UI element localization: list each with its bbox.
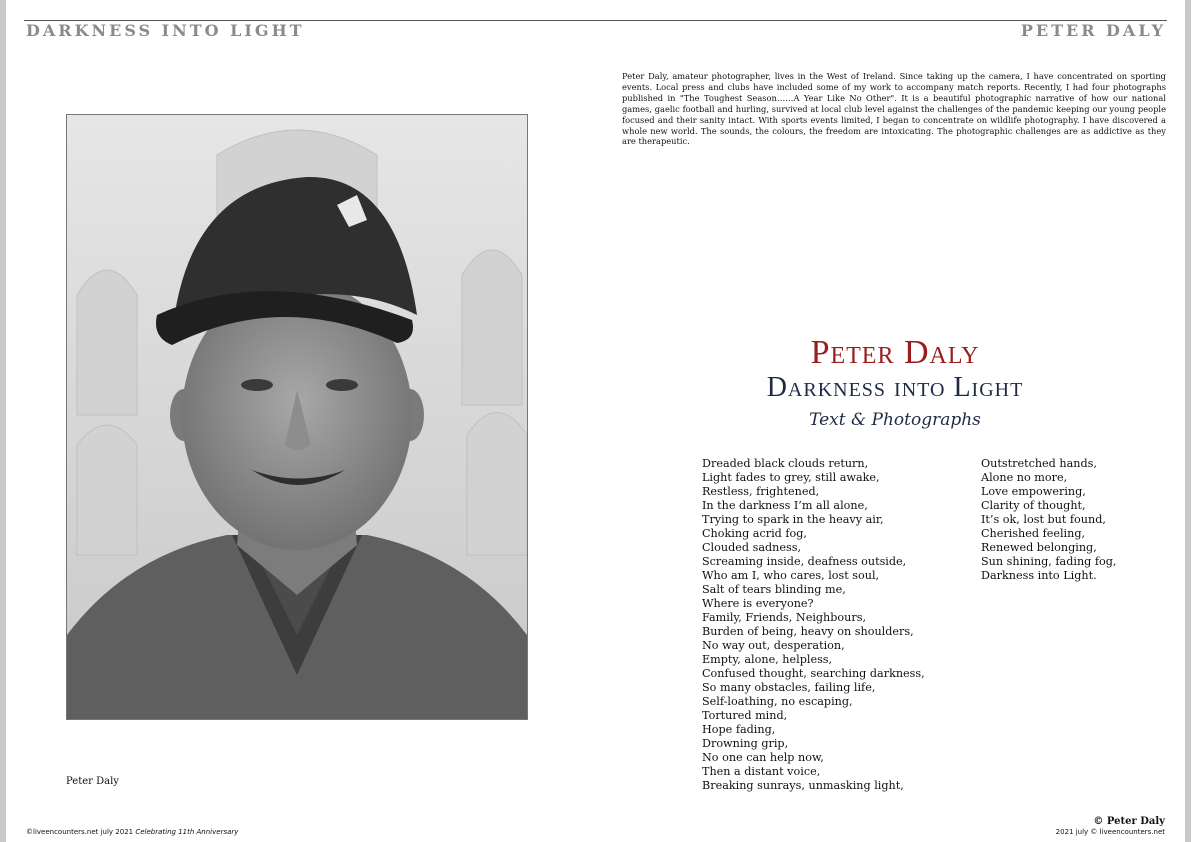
poem-line: Self-loathing, no escaping, [702,695,853,708]
poem-line: Light fades to grey, still awake, [702,471,880,484]
poem-line: Where is everyone? [702,597,814,610]
page-edge-left [0,0,6,842]
poem-line: Then a distant voice, [702,765,821,778]
poem-line: Dreaded black clouds return, [702,457,869,470]
photo-credit: © Peter Daly [1093,816,1165,827]
poem-line: Sun shining, fading fog, [981,555,1117,568]
article-tagline: Text & Photographs [809,410,981,430]
poem-line: Trying to spark in the heavy air, [702,513,884,526]
poem-line: No one can help now, [702,751,824,764]
poem-column-1 [702,457,925,793]
poem-line: In the darkness I’m all alone, [702,499,868,512]
poem-line: Salt of tears blinding me, [702,583,846,596]
running-header-right: PETER DALY [1020,21,1166,40]
poem-line: Love empowering, [981,485,1086,498]
poem-line: Clarity of thought, [981,499,1086,512]
article-author-name: Peter Daly [810,334,980,371]
poem-line: No way out, desperation, [702,639,845,652]
poem-line: Empty, alone, helpless, [702,653,833,666]
footer-left-anniversary: Celebrating 11th Anniversary [135,828,239,836]
poem-line: Outstretched hands, [981,457,1097,470]
poem-line: Drowning grip, [702,737,789,750]
page-edge-right [1185,0,1191,842]
poem-line: Confused thought, searching darkness, [702,667,925,680]
poem-line: Tortured mind, [702,709,788,722]
portrait-illustration [67,115,527,719]
poem-line: Clouded sadness, [702,541,802,554]
poem-line: Who am I, who cares, lost soul, [702,569,880,582]
poem-line: Family, Friends, Neighbours, [702,611,867,624]
footer-left-text: ©liveencounters.net july 2021 [26,828,136,836]
running-header-left: DARKNESS INTO LIGHT [26,21,305,40]
poem-line: Choking acrid fog, [702,527,807,540]
poem-line: Cherished feeling, [981,527,1086,540]
poem-line: It’s ok, lost but found, [981,513,1106,526]
poem-line: Alone no more, [981,471,1068,484]
poem-line: Screaming inside, deafness outside, [702,555,907,568]
poem-line: So many obstacles, failing life, [702,681,876,694]
footer-left [26,828,238,836]
portrait-photo [66,114,528,720]
photo-caption: Peter Daly [66,776,119,787]
article-title-block [690,334,1100,432]
poem-line: Hope fading, [702,723,776,736]
poem-column-2 [981,457,1117,583]
author-bio: Peter Daly, amateur photographer, lives in the West of Ireland. Since taking up the camera, I have concentrated on sporting events. Local press and clubs have included some of my work to accompany match reports. Recently, I had four photographs published in "The Toughest Season……A Year Like No Other". It is a beautiful photographic narrative of how our national games, gaelic football and hurling, survived at local club level against the challenges of the pandemic keeping our young people focused and their sanity intact. With sports events limited, I began to concentrate on wildlife photography. I have discovered a whole new world. The sounds, the colours, the freedom are intoxicating. The photographic challenges are as addictive as they are therapeutic. [622,71,1166,147]
poem-line: Breaking sunrays, unmasking light, [702,779,904,792]
poem-line: Renewed belonging, [981,541,1097,554]
poem-line: Darkness into Light. [981,569,1097,582]
article-title: Darkness into Light [766,372,1024,403]
poem-line: Restless, frightened, [702,485,820,498]
footer-right: 2021 july © liveencounters.net [1055,828,1165,836]
poem-line: Burden of being, heavy on shoulders, [702,625,914,638]
